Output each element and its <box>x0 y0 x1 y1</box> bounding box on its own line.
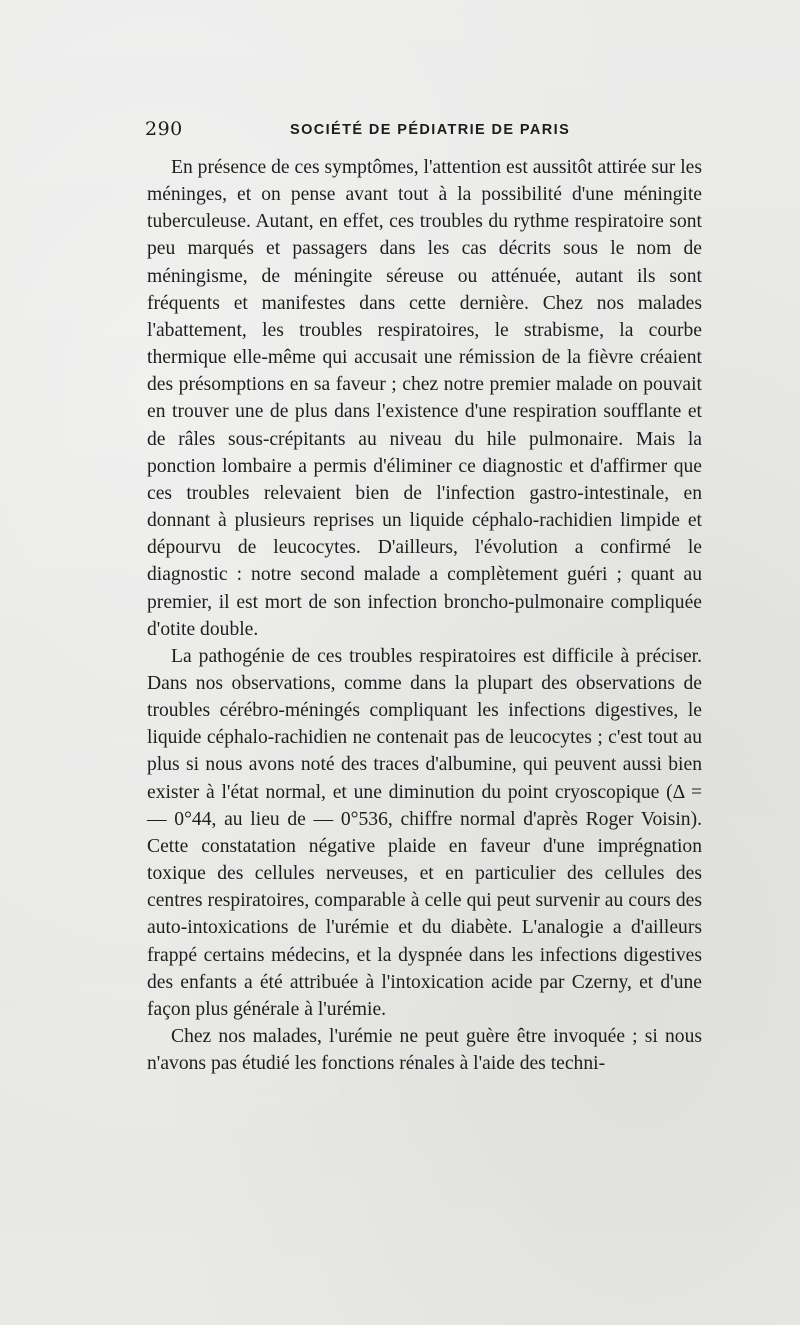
running-head: SOCIÉTÉ DE PÉDIATRIE DE PARIS <box>290 122 571 138</box>
paragraph: La pathogénie de ces troubles respiratoires est difficile à préciser. Dans nos observations, comme dans la plupart des observations de troubles cérébro-méningés compliquant les infections digestives, le liquide céphalo-rachidien ne contenait pas de leucocytes ; c'est tout au plus si nous avons noté des traces d'albumine, qui peuvent aussi bien exister à l'état normal, et une diminution du point cryoscopique (Δ = — 0°44, au lieu de — 0°536, chiffre normal d'après Roger Voisin). Cette constatation négative plaide en faveur d'une imprégnation toxique des cellules nerveuses, et en particulier des cellules des centres respiratoires, comparable à celle qui peut survenir au cours des auto-intoxications de l'urémie et du diabète. L'analogie a d'ailleurs frappé certains médecins, et la dyspnée dans les infections digestives des enfants a été attribuée à l'intoxication acide par Czerny, et d'une façon plus générale à l'urémie. <box>147 645 702 1020</box>
paragraph: En présence de ces symptômes, l'attention est aussitôt attirée sur les méninges, et on pense avant tout à la possibilité d'une méningite tuberculeuse. Autant, en effet, ces troubles du rythme respiratoire sont peu marqués et passagers dans les cas décrits sous le nom de méningisme, de méningite séreuse ou atténuée, autant ils sont fréquents et manifestes dans cette dernière. Chez nos malades l'abattement, les troubles respiratoires, le strabisme, la courbe thermique elle-même qui accusait une rémission de la fièvre créaient des présomptions en sa faveur ; chez notre premier malade on pouvait en trouver une de plus dans l'existence d'une respiration soufflante et de râles sous-crépitants au niveau du hile pulmonaire. Mais la ponction lombaire a permis d'éliminer ce diagnostic et d'affirmer que ces troubles relevaient bien de l'infection gastro-intestinale, en donnant à plusieurs reprises un liquide céphalo-rachidien limpide et dépourvu de leucocytes. D'ailleurs, l'évolution a confirmé le diagnostic : notre second malade a complètement guéri ; quant au premier, il est mort de son infection broncho-pulmonaire compliquée d'otite double. <box>147 157 702 640</box>
paragraph: Chez nos malades, l'urémie ne peut guère être invoquée ; si nous n'avons pas étudié les fonctions rénales à l'aide des techni- <box>147 1026 702 1075</box>
page-number: 290 <box>145 118 183 140</box>
body-text <box>147 154 702 1077</box>
page-header <box>145 118 703 146</box>
